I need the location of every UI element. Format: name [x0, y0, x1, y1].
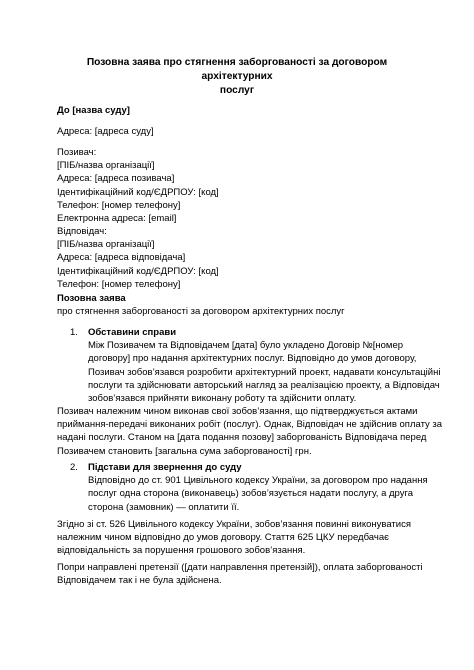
section-line: Відповідно до ст. 901 Цивільного кодексу України, за договором про надання [88, 475, 428, 487]
section-line: послуги та здійснювати авторський нагляд за реалізацією проекту, а Відповідач [88, 379, 440, 391]
court-address: Адреса: [адреса суду] [57, 126, 154, 137]
section-line: послуг одна сторона (виконавець) зобов’язується надати послугу, а друга [88, 488, 414, 500]
section-line: договору] про надання архітектурних послуг. Відповідно до умов договору, [88, 353, 417, 365]
paragraph-line: належним чином відповідно до умов договору. Стаття 625 ЦКУ передбачає [57, 532, 389, 544]
document-title [52, 56, 422, 98]
plaintiff-label: Позивач: [57, 147, 97, 158]
section-2 [88, 461, 428, 514]
paragraph-line: Позивач належним чином виконав свої зобов’язання, що підтверджується актами [57, 406, 418, 417]
title-line: Позовна заява про стягнення заборгованості за договором архітектурних [86, 57, 388, 82]
paragraph-line: Згідно зі ст. 526 Цивільного кодексу України, зобов’язання повинні виконуватися [57, 519, 411, 530]
section-line: Позивач зобов’язався розробити архітектурний проект, надавати консультаційні [88, 366, 441, 378]
paragraph-line: відповідальність за порушення грошового зобов’язання. [57, 545, 306, 557]
section-number: 1. [70, 327, 78, 338]
defendant-line: Адреса: [адреса відповідача] [57, 252, 186, 264]
paragraph-line: Позивачем становить [загальна сума заборгованості] грн. [57, 445, 312, 457]
title-line: послуг [219, 85, 255, 96]
defendant-label: Відповідач: [57, 226, 107, 237]
paragraph-line: приймання-передачі виконаних робіт (послуг). Однак, Відповідач не здійснив оплату за [57, 419, 443, 431]
section-1 [88, 326, 441, 405]
section-heading: Підстави для звернення до суду [88, 462, 242, 473]
defendant-line: Ідентифікаційний код/ЄДРПОУ: [код] [57, 265, 219, 277]
paragraph-2 [57, 518, 427, 558]
plaintiff-line: Телефон: [номер телефону] [57, 199, 181, 211]
defendant-line: Телефон: [номер телефону] [57, 278, 181, 290]
paragraph-line: надані послуги. Станом на [дата подання позову] заборгованість Відповідача перед [57, 432, 427, 444]
plaintiff-line: Електронна адреса: [email] [57, 213, 177, 225]
section-line: сторона (замовник) — оплатити її. [88, 501, 240, 513]
defendant-line: [ПІБ/назва організації] [57, 239, 155, 251]
paragraph-3 [57, 561, 427, 587]
section-number: 2. [70, 462, 78, 473]
court-heading: До [назва суду] [57, 105, 130, 116]
section-heading: Обставини справи [88, 327, 177, 338]
claim-heading: Позовна заява [57, 293, 126, 304]
plaintiff-line: Адреса: [адреса позивача] [57, 173, 175, 185]
claim-subheading: про стягнення заборгованості за договором архітектурних послуг [57, 306, 345, 317]
plaintiff-line: Ідентифікаційний код/ЄДРПОУ: [код] [57, 186, 219, 198]
section-line: зобов’язався прийняти виконану роботу та здійснити оплату. [88, 393, 357, 405]
paragraph-line: Попри направлені претензії ([дати направлення претензій]), оплата заборгованості [57, 562, 423, 573]
plaintiff-block [57, 146, 427, 225]
paragraph-line: Відповідачем так і не була здійснена. [57, 575, 222, 587]
defendant-block [57, 225, 427, 291]
paragraph-1 [57, 405, 443, 458]
plaintiff-line: [ПІБ/назва організації] [57, 160, 155, 172]
section-line: Між Позивачем та Відповідачем [дата] було укладено Договір №[номер [88, 340, 404, 352]
